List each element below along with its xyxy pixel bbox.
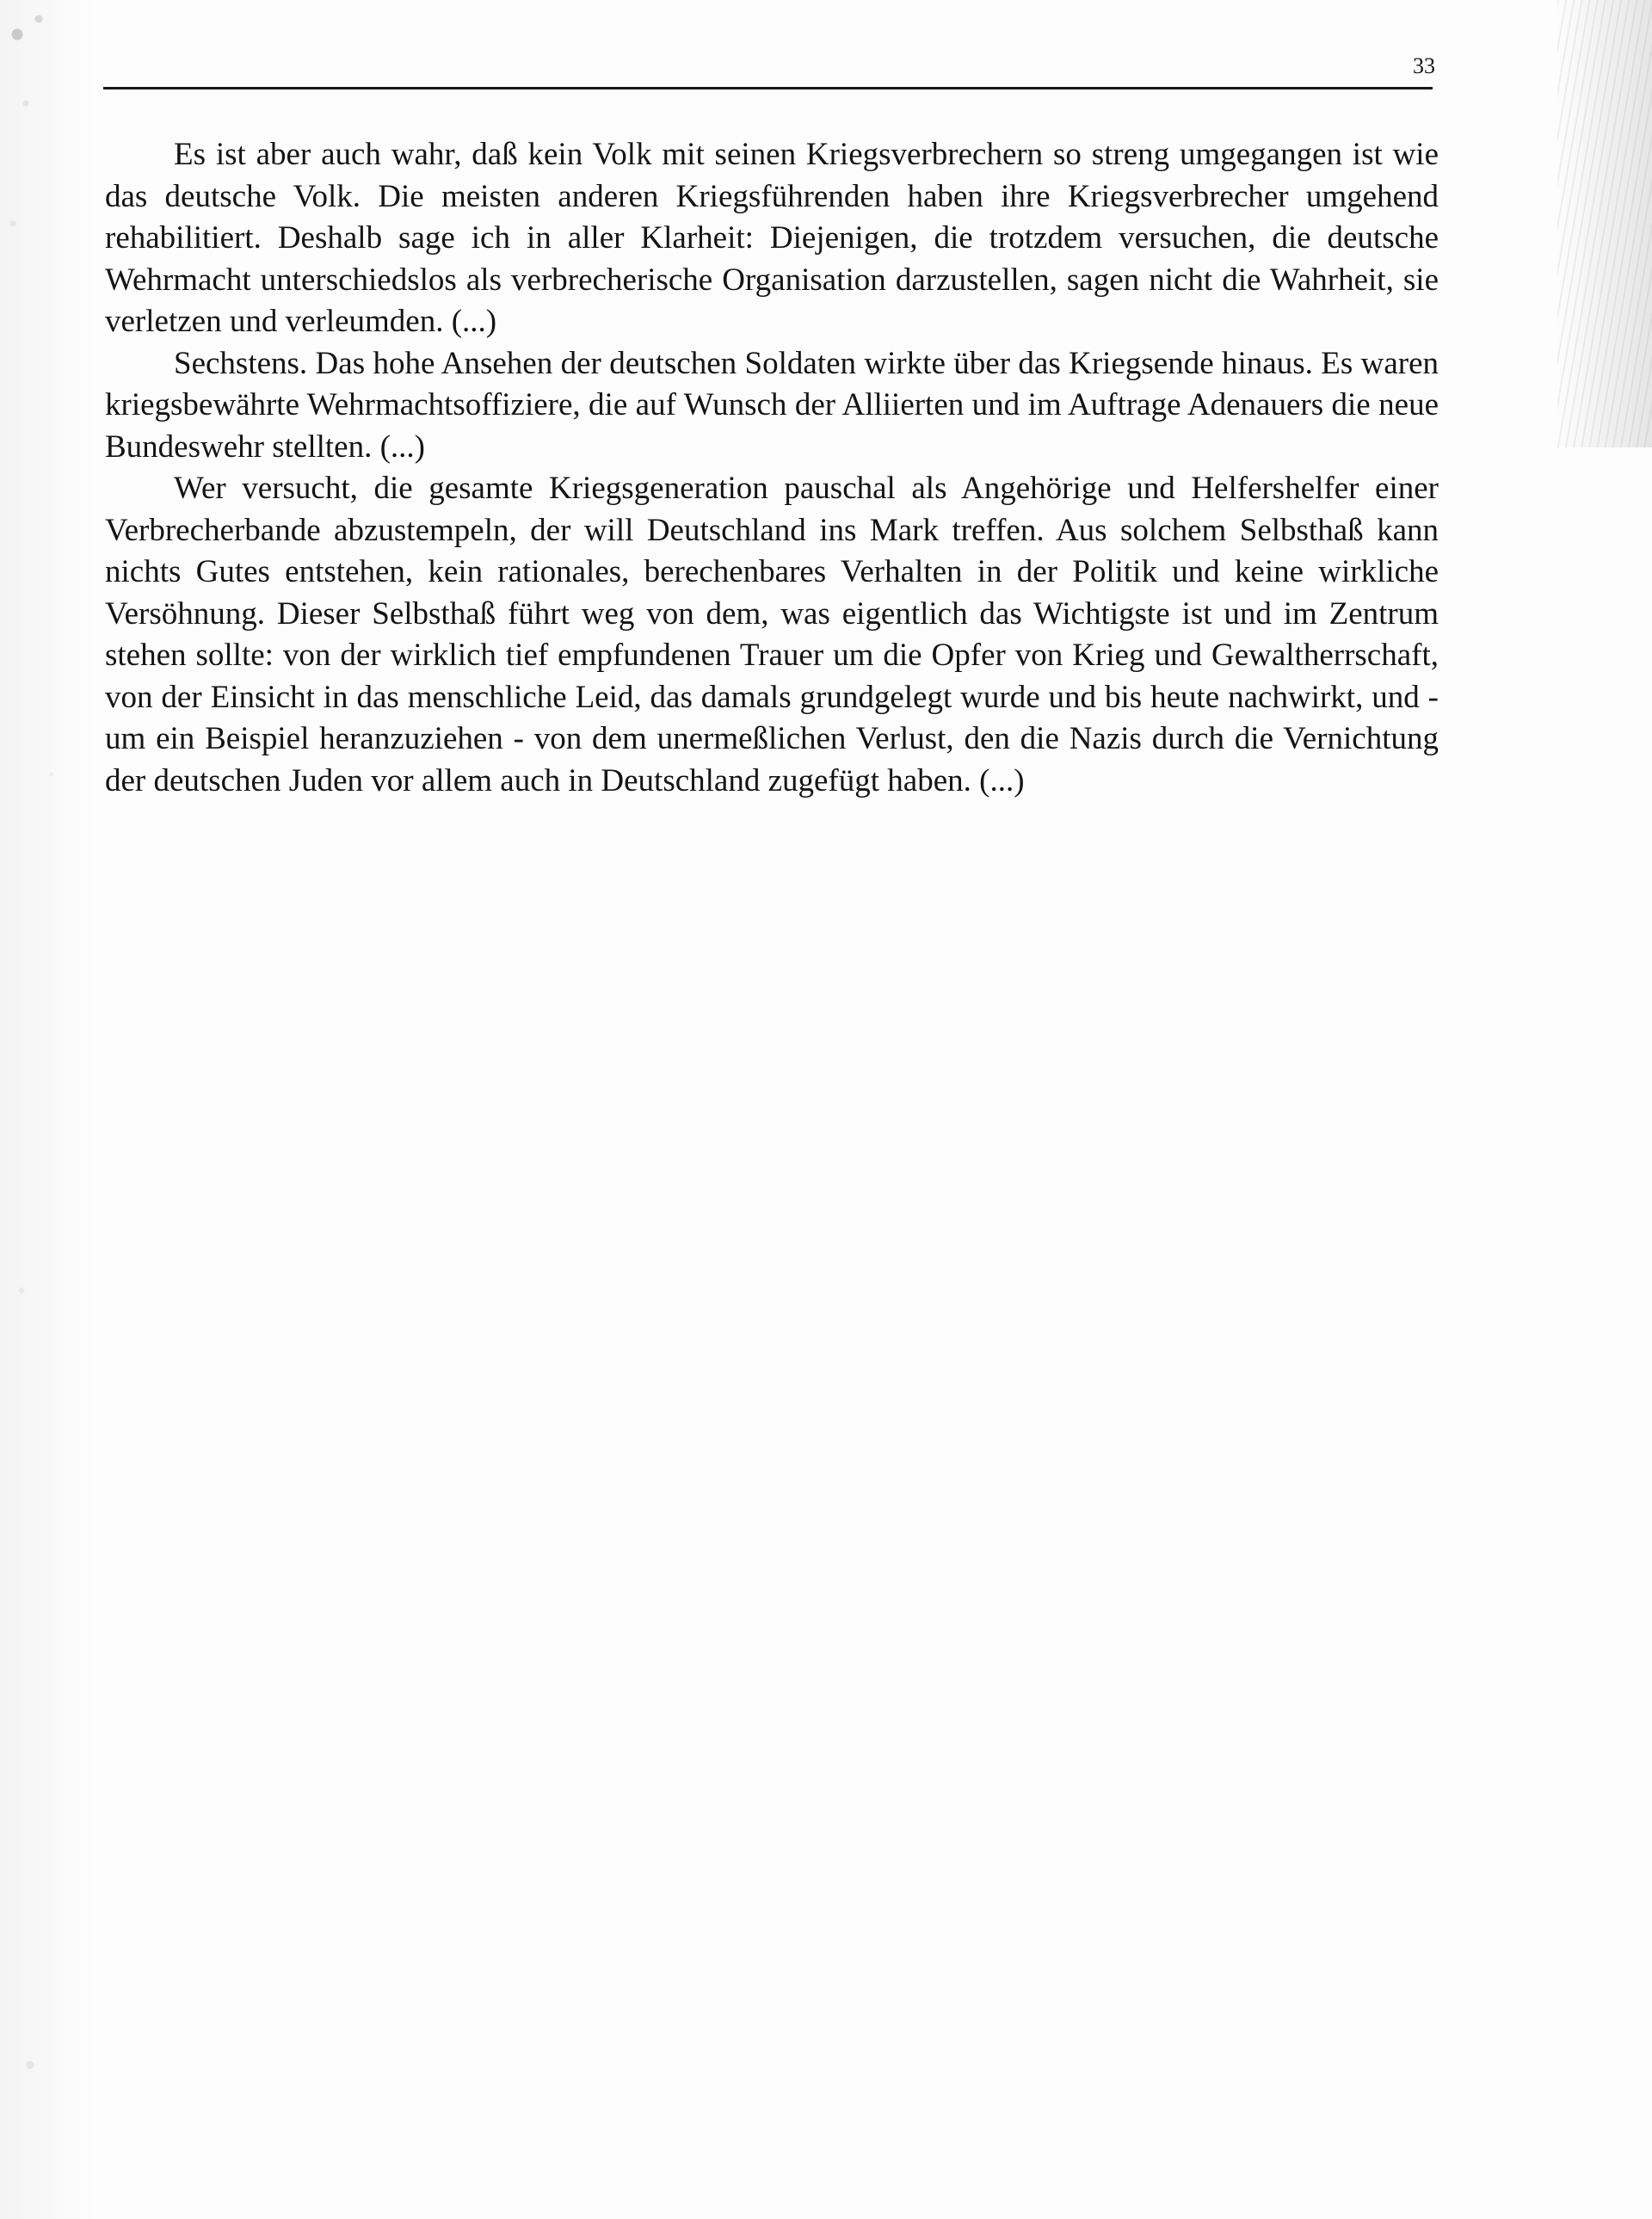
scan-edge-right (1557, 0, 1652, 447)
scan-edge-left (0, 0, 95, 2219)
paragraph-1: Es ist aber auch wahr, daß kein Volk mit seinen Kriegsverbrechern so streng umgegangen ist wie das deutsche Volk. Die meisten anderen Kriegsführenden haben ihre Kriegsverbrecher umgehend rehabilitiert. Deshalb sage ich in aller Klarheit: Diejenigen, die trotzdem versuchen, die deutsche Wehrmacht unterschiedslos als verbrecherische Organisation darzustellen, sagen nicht die Wahrheit, sie verletzen und verleumden. (...) (105, 137, 1439, 339)
paragraph-3: Wer versucht, die gesamte Kriegsgeneration pauschal als Angehörige und Helfershelfer einer Verbrecherbande abzustempeln, der will Deutschland ins Mark treffen. Aus solchem Selbsthaß kann nichts Gutes entstehen, kein rationales, berechenbares Verhalten in der Politik und keine wirkliche Versöhnung. Dieser Selbsthaß führt weg von dem, was eigentlich das Wichtigste ist und im Zentrum stehen sollte: von der wirklich tief empfundenen Trauer um die Opfer von Krieg und Gewaltherrschaft, von der Einsicht in das menschliche Leid, das damals grundgelegt wurde und bis heute nachwirkt, und - um ein Beispiel heranzuziehen - von dem unermeßlichen Verlust, den die Nazis durch die Vernichtung der deutschen Juden vor allem auch in Deutschland zugefügt haben. (...) (105, 471, 1439, 798)
paragraph-2: Sechstens. Das hohe Ansehen der deutschen Soldaten wirkte über das Kriegsende hinaus. Es waren kriegsbewährte Wehrmachtsoffiziere, die auf Wunsch der Alliierten und im Auftrage Adenauers die neue Bundeswehr stellten. (...) (105, 345, 1439, 465)
body-text (105, 134, 1439, 802)
page-number: 33 (1413, 53, 1435, 78)
header-rule (103, 87, 1433, 89)
